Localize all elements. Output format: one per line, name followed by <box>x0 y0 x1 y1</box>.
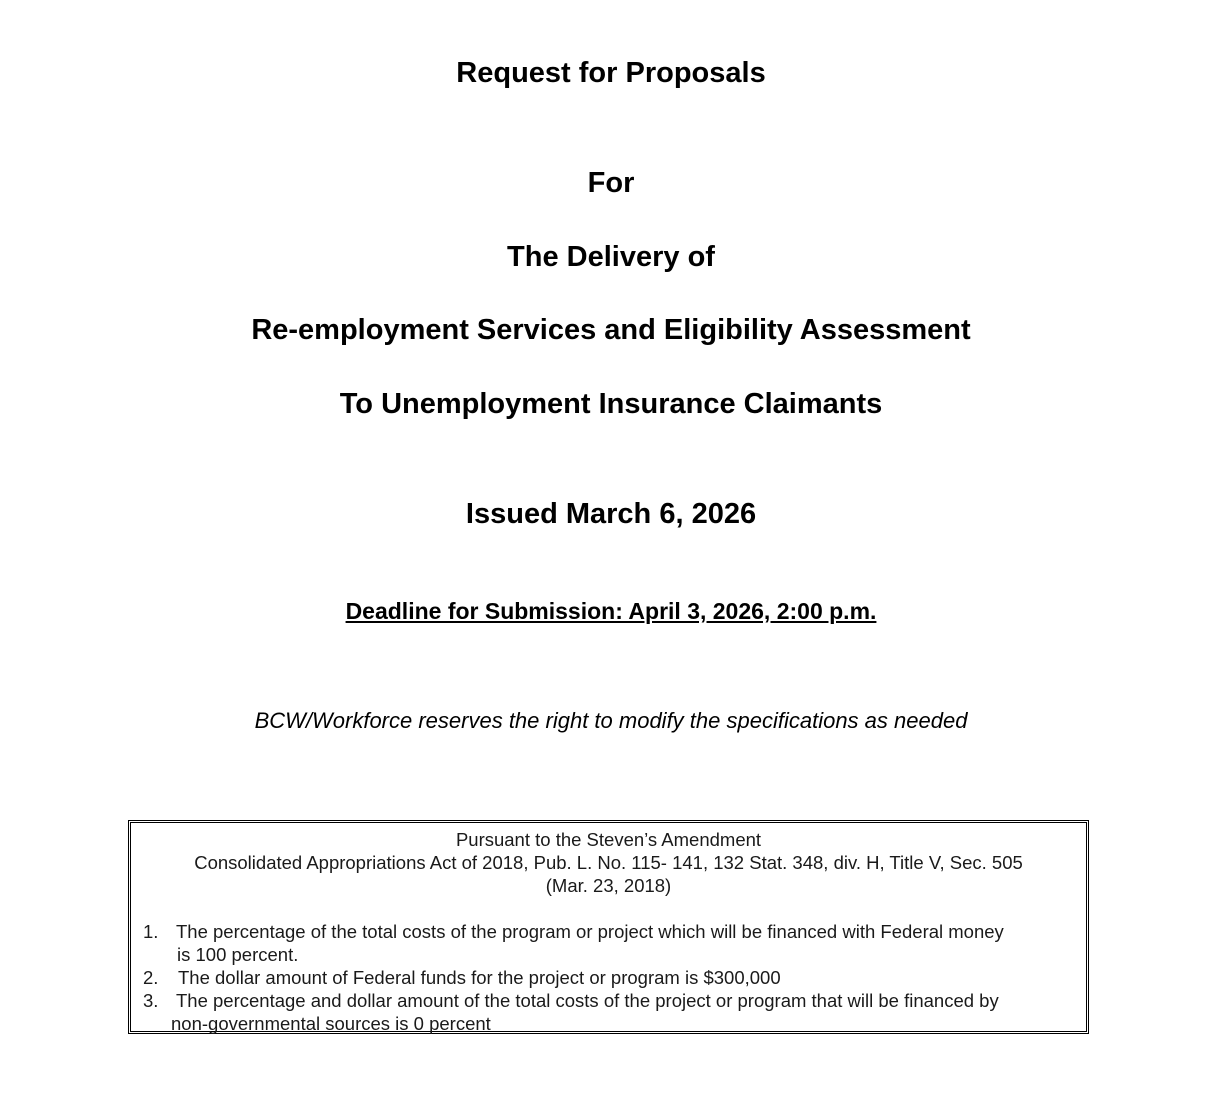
list-item-number: 3. <box>143 990 159 1011</box>
list-item-continuation: non-governmental sources is 0 percent <box>171 1013 491 1034</box>
list-item: The dollar amount of Federal funds for the project or program is $300,000 <box>178 967 781 988</box>
act-date: (Mar. 23, 2018) <box>545 875 672 896</box>
delivery-heading: The Delivery of <box>507 241 715 273</box>
reserve-note: BCW/Workforce reserves the right to modify the specifications as needed <box>254 708 968 733</box>
for-heading: For <box>587 167 635 199</box>
claimants-heading: To Unemployment Insurance Claimants <box>339 388 883 420</box>
list-item: The percentage of the total costs of the program or project which will be financed with Federal money <box>176 921 1004 942</box>
act-citation: Consolidated Appropriations Act of 2018, Pub. L. No. 115- 141, 132 Stat. 348, div. H, Title V, Sec. 505 <box>194 852 1023 873</box>
submission-deadline: Deadline for Submission: April 3, 2026, 2:00 p.m. <box>345 598 877 624</box>
issued-date: Issued March 6, 2026 <box>465 498 757 530</box>
list-item-number: 1. <box>143 921 159 942</box>
services-heading: Re-employment Services and Eligibility Assessment <box>251 314 971 346</box>
list-item: The percentage and dollar amount of the total costs of the project or program that will be financed by <box>176 990 999 1011</box>
list-item-number: 2. <box>143 967 159 988</box>
list-item-continuation: is 100 percent. <box>177 944 299 965</box>
stevens-amendment-box <box>128 820 1089 1034</box>
amendment-heading: Pursuant to the Steven’s Amendment <box>455 829 762 850</box>
document-title: Request for Proposals <box>456 57 766 89</box>
